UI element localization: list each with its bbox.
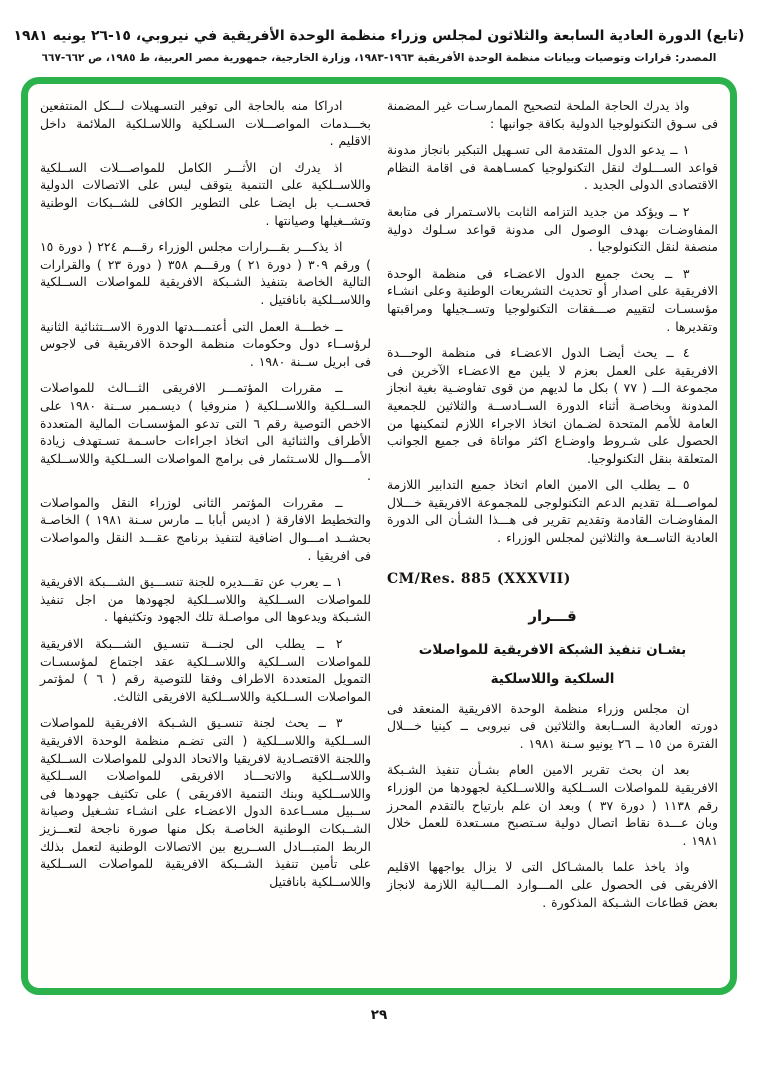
content-frame <box>21 77 737 995</box>
page-footer <box>10 1004 748 1023</box>
page-header <box>10 26 748 64</box>
paragraph: واذ يدرك الحاجة الملحة لتصحيح الممارسـات غير المضمنة فى سـوق التكنولوجيا الدولية بكافة جوانبها : <box>387 98 718 131</box>
paragraph: واذ ياخذ علما بالمشـاكل التى لا يزال يواجهها الاقليم الافريقى فى الحصول على المـــوارد المـــالية اللازمة لانجاز بعض قطاعات الشـبكة المذكورة . <box>387 859 718 910</box>
paragraph: بعد ان بحث تقرير الامين العام بشـأن تنفيذ الشـبكة الافريقية للمواصلات الســلكية واللاســلكية لجهودها من الوزراء رقم ١١٣٨ ( دورة ٣٧ ) وبعد ان علم بارتياح بالتقدم المحرز وبان عـــدة نقاط اتصال دولية سـتصبح مسـتعدة للعمل خلال ١٩٨١ . <box>387 762 718 848</box>
resolution-reference: CM/Res. 885 (XXXVII) <box>387 570 571 587</box>
paragraph: ٢ ــ يطلب الى لجنـــة تنسـيق الشـــبكة الافريقية للمواصلات الســلكية واللاســلكية عقد اجتماع لمؤسسـات التمويل المتعددة الاطراف وفقا للتوصية رقم ( ٦ ) لمؤتمر المواصلات الســلكية واللاســلكية الافريقى الثالث. <box>40 636 372 704</box>
page-header-source: المصدر: قرارات وتوصيات وبيانات منظمة الوحدة الأفريقية ١٩٦٣-١٩٨٣، وزارة الخارجية، جمهورية مصر العربية، ط ١٩٨٥، ص ٦٦٢-٦٦٧ <box>41 52 717 64</box>
resolution-heading: قـــرار <box>528 606 577 625</box>
paragraph: ١ ــ يدعو الدول المتقدمة الى تسـهيل التبكير بانجاز مدونة قواعد الســـلوك لنقل التكنولوجيا كمسـاهمة فى اقامة النظام الاقتصادى الدولى الجديد . <box>387 142 718 193</box>
column-left <box>40 97 371 974</box>
resolution-subject-line1: بشـان تنفيذ الشبكة الافريقية للمواصلات <box>418 641 687 658</box>
paragraph: ٤ ــ يحث أيضـا الدول الاعضـاء فى منظمة الوحـــدة الافريقية على العمل بعزم لا يلين مع الاعضـاء الآخرين فى مجموعة الـــ ( ٧٧ ) بكل ما لديهم من قوى تفاوضـية بغية انجاز المدونة وبخاصـة أثناء الدورة الســادســة والثلاثين للجمعية العامة للأمم المتحدة لضـمان اتخاذ الاجراء اللازم لتمكينها من الحصول على شـروط واوضـاع اكثر مواتاة فى جميع الجوانب المتعلقة بنقل التكنولوجيا. <box>387 345 718 466</box>
paragraph: اذ يدرك ان الأثـــر الكامل للمواصـــلات الســلكية واللاســلكية على التنمية يتوقف ليس على الاتصالات الدولية فحســب بل ايضـا على التطوير الكافى للشــبكات الوطنية وتشــغيلها وصيانتها . <box>40 159 371 228</box>
page-header-title: (تابع) الدورة العادية السابعة والثلاثون لمجلس وزراء منظمة الوحدة الأفريقية في نيروبي، ١٥-٢٦ يونيه ١٩٨١ <box>13 28 745 44</box>
page-number: ٢٩ <box>370 1007 388 1023</box>
paragraph: ١ ــ يعرب عن تقـــديره للجنة تنســـيق الشـــبكة الافريقية للمواصلات الســلكية واللاســلكية لجهودها من اجل تنفيذ الشـبكة ويدعوها الى مواصـلة تلك الجهود وتكثيفها . <box>40 574 371 625</box>
paragraph: ٢ ــ ويؤكد من جديد التزامه الثابت بالاسـتمرار فى متابعة المفاوضـات بهدف الوصول الى مدونة قواعد سـلوك دولية منصفة لنقل التكنولوجيا . <box>387 203 718 255</box>
paragraph: ــ خطـــة العمل التى أعتمـــدتها الدورة الاســتثنائية الثانية لرؤســاء دول وحكومات منظمة الوحدة الافريقية فى لاجوس فى ابريل ســنة ١٩٨٠ . <box>40 318 371 369</box>
paragraph: ٣ ــ يحث لجنة تنسـيق الشـبكة الافريقية للمواصلات الســلكية واللاســلكية ( التى تضـم منظمة الوحدة الافريقية واللجنة الاقتصـادية لافريقيا والاتحاد الدولى للمواصلات الســلكية واللاســلكية والاتحـــاد الافريقى للمواصلات الســلكية واللاســلكية وبنك التنمية الافريقى ) على تكثيف جهودها فى ســبيل مســاعدة الدول الاعضـاء على انشـاء تشـغيل وصيانة الشــبكات الوطنية الخاصـة بكل منها صورة ناجحة لتعـــزيز الربط المتبـــادل الســريع بين الاتصالات الوطنية لتعمل بذلك على تأمين تنفيذ الشــبكة الافريقية للمواصلات الســلكية واللاســلكية بانافتيل <box>40 715 371 889</box>
paragraph: ٥ ــ يطلب الى الامين العام اتخاذ جميع التدابير اللازمة لمواصـــلة تقديم الدعم التكنولوجى للمجموعة الافريقية خـــلال المفاوضـات القادمة وتقديم تقرير فى هـــذا الشـأن الى الدورة العادية التاســعة والثلاثين لمجلس الوزراء . <box>387 477 718 546</box>
paragraph: اذ يذكـــر بقـــرارات مجلس الوزراء رقـــم ٢٢٤ ( دورة ١٥ ) ورقم ٣٠٩ ( دورة ٢١ ) ورقـــم ٣٥٨ ( دورة ٢٣ ) والقرارات التالية الخاصة بتنفيذ الشـبكة الافريقية للمواصلات الســلكية واللاســلكية بانافتيل . <box>40 239 371 307</box>
paragraph: ــ مقررات المؤتمـــر الافريقى الثـــالث للمواصلات الســلكية واللاســلكية ( منروفيا ) ديسـمبر ســنة ١٩٨٠ على الاخص التوصية رقم ٦ التى تدعو المؤسسـات المالية المتعددة الأطراف والثنائية الى اتخاذ اجراءات حاسـمة تسـتهدف زيادة الأمـــوال للاسـتثمار فى برامج المواصلات الســلكية واللاســلكية . <box>40 380 372 484</box>
column-right <box>387 97 718 974</box>
paragraph: ان مجلس وزراء منظمة الوحدة الافريقية المنعقد فى دورته العادية الســابعة والثلاثين فى نيروبى ــ كينيا خـــلال الفترة من ١٥ ــ ٢٦ يونيو سـنة ١٩٨١ . <box>387 700 718 751</box>
paragraph: ــ مقررات المؤتمر الثانى لوزراء النقل والمواصلات والتخطيط الافارقة ( اديس أبابا ــ مارس سـنة ١٩٨١ ) الخاصـة بحشــد امـــوال اضافية لتنفيذ برنامج عقـــد النقل والمواصلات فى افريقيا . <box>40 494 372 563</box>
resolution-subject-line2: السلكية واللاسلكية <box>490 670 615 687</box>
paragraph: ادراكا منه بالحاجة الى توفير التسـهيلات لـــكل المنتفعين بخـــدمات المواصـــلات السـلكية واللاسـلكية الملائمة داخل الاقليم . <box>40 98 371 149</box>
paragraph: ٣ ــ يحث جميع الدول الاعضـاء فى منظمة الوحدة الافريقية على اصدار أو تحديث التشريعات الوطنية وعلى انشـاء مؤسسـات لتقييم صـــفقات التكنولوجيا وتســجيلها ومراقبتها وتقديرها . <box>387 265 718 334</box>
